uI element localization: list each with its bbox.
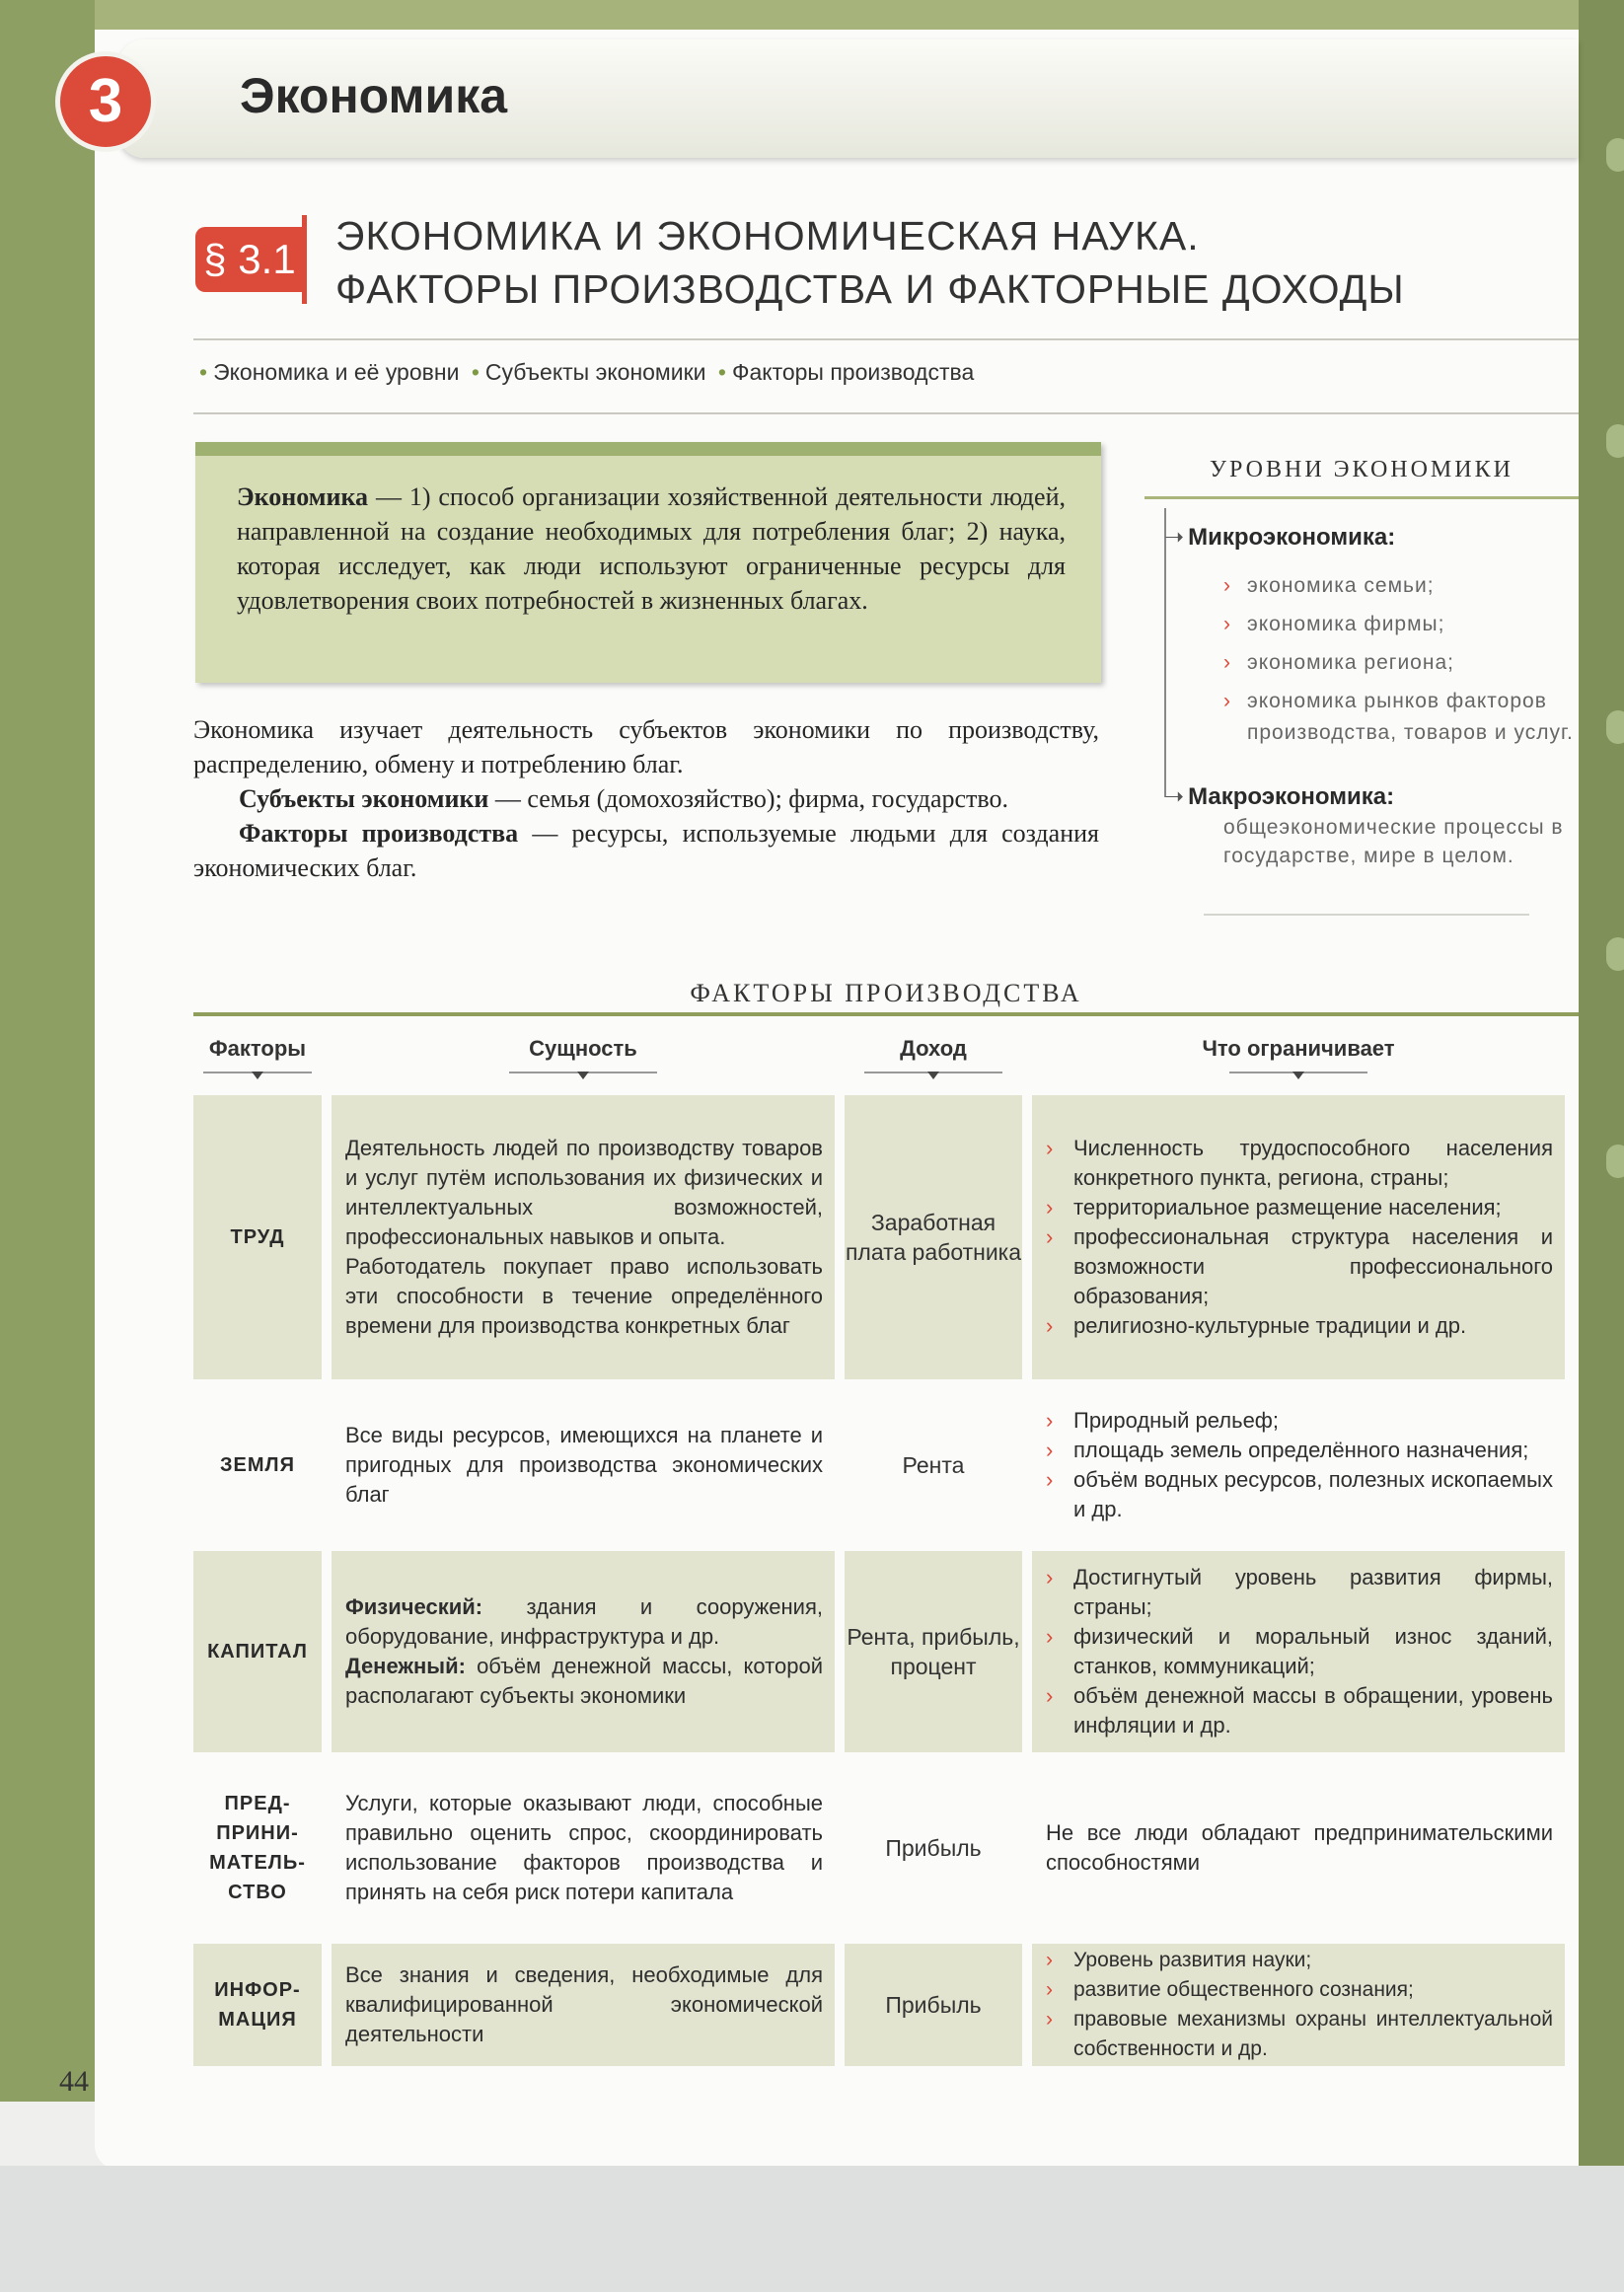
chapter-title: Экономика bbox=[240, 68, 508, 123]
scan-bottom-strip bbox=[0, 2166, 1624, 2292]
factor-labor: ТРУД bbox=[193, 1095, 322, 1379]
factor-name-line: МАТЕЛЬ- bbox=[209, 1852, 306, 1874]
body-span: — семья (домохозяйство); фирма, государство. bbox=[488, 784, 1008, 813]
limit-text: профессиональная структура населения и возможности профессионального образования; bbox=[1073, 1224, 1553, 1308]
limits-land bbox=[1032, 1385, 1565, 1545]
page-edge-tab bbox=[1606, 424, 1624, 458]
essence-text: Все знания и сведения, необходимые для квалифицированной экономической деятельности bbox=[345, 1962, 823, 2046]
limit-item bbox=[1046, 1622, 1553, 1681]
limit-item bbox=[1046, 2005, 1553, 2064]
factor-information bbox=[193, 1944, 322, 2066]
essence-text: Деятельность людей по производству товаров и услуг путём использования их физических и интеллектуальных возможностей, профессиональных навыков и опыта. bbox=[345, 1136, 823, 1249]
body-paragraph: Экономика изучает деятельность субъектов экономики по производству, распределению, обмену и потреблению благ. bbox=[193, 715, 1099, 778]
column-header-income: Доход bbox=[900, 1036, 967, 1061]
limit-text: Достигнутый уровень развития фирмы, страны; bbox=[1073, 1565, 1553, 1619]
limit-text: объём водных ресурсов, полезных ископаемых и др. bbox=[1073, 1467, 1553, 1521]
header-arrow-icon bbox=[203, 1072, 312, 1073]
section-title bbox=[335, 209, 1405, 316]
chevron-right-icon: › bbox=[1046, 1565, 1054, 1590]
page-edge-tab bbox=[1606, 710, 1624, 744]
chevron-right-icon: › bbox=[1223, 613, 1231, 635]
limit-text: развитие общественного сознания; bbox=[1073, 1978, 1414, 2001]
column-header-limits: Что ограничивает bbox=[1202, 1036, 1395, 1061]
limit-item bbox=[1046, 1406, 1553, 1436]
factor-name-line: МАЦИЯ bbox=[218, 2009, 297, 2031]
limit-item bbox=[1046, 1975, 1553, 2005]
list-item bbox=[1223, 647, 1579, 679]
chevron-right-icon: › bbox=[1046, 1195, 1054, 1220]
limits-entrepreneurship bbox=[1032, 1758, 1565, 1938]
section-title-line-1: ЭКОНОМИКА И ЭКОНОМИЧЕСКАЯ НАУКА. bbox=[335, 213, 1200, 259]
column-header-essence: Сущность bbox=[529, 1036, 637, 1061]
macro-label: Макроэкономика: bbox=[1188, 783, 1395, 810]
limit-item bbox=[1046, 1465, 1553, 1524]
definition-text bbox=[237, 480, 1066, 618]
divider bbox=[193, 338, 1579, 340]
factor-entrepreneurship bbox=[193, 1758, 322, 1938]
chevron-right-icon: › bbox=[1046, 1408, 1054, 1433]
essence-text bbox=[345, 1592, 823, 1652]
section-rule bbox=[302, 215, 307, 304]
essence-span: здания и сооружения, оборудование, инфраструктура и др. bbox=[345, 1594, 823, 1649]
left-color-band bbox=[0, 0, 95, 2102]
chevron-right-icon: › bbox=[1046, 1624, 1054, 1649]
essence-text: Работодатель покупает право использовать эти способности в течение определённого времени для производства конкретных благ bbox=[345, 1254, 823, 1338]
table-title: ФАКТОРЫ ПРОИЗВОДСТВА bbox=[690, 979, 1082, 1007]
header-arrow-icon bbox=[509, 1072, 657, 1073]
header-arrow-icon bbox=[1229, 1072, 1367, 1073]
levels-title-rule bbox=[1144, 496, 1579, 499]
limit-text: Уровень развития науки; bbox=[1073, 1949, 1312, 1971]
essence-capital bbox=[332, 1551, 835, 1752]
chevron-right-icon: › bbox=[1046, 1136, 1054, 1160]
page-number: 44 bbox=[59, 2065, 89, 2098]
essence-land bbox=[332, 1385, 835, 1545]
factor-land: ЗЕМЛЯ bbox=[220, 1454, 295, 1476]
macro-description: общеэкономические процессы в государстве, мире в целом. bbox=[1223, 816, 1564, 867]
limit-item bbox=[1046, 1311, 1553, 1341]
body-paragraph bbox=[193, 781, 1099, 816]
income-labor: Заработная плата работника bbox=[845, 1095, 1022, 1379]
section-number-badge: § 3.1 bbox=[195, 227, 304, 292]
topic-item: Экономика и её уровни bbox=[213, 359, 460, 385]
limit-item bbox=[1046, 1681, 1553, 1740]
micro-list bbox=[1223, 570, 1579, 749]
essence-text: Услуги, которые оказывают люди, способные правильно оценить спрос, скоординировать использование факторов производства и принять на себя риск потери капитала bbox=[345, 1791, 823, 1904]
list-item-text: экономика семьи; bbox=[1247, 574, 1435, 597]
essence-entrepreneurship bbox=[332, 1758, 835, 1938]
definition-body: — 1) способ организации хозяйственной деятельности людей, направленной на создание необходимых для потребления благ; 2) наука, которая исследует, как люди используют ограниченные ресурсы для удовлетворения своих потребностей в жизненных благах. bbox=[237, 482, 1066, 615]
essence-information bbox=[332, 1944, 835, 2066]
column-header-factors: Факторы bbox=[208, 1036, 307, 1061]
micro-label: Микроэкономика: bbox=[1188, 524, 1396, 551]
limit-text: Численность трудоспособного населения конкретного пункта, региона, страны; bbox=[1073, 1136, 1553, 1190]
bullet-icon: • bbox=[717, 359, 726, 385]
essence-text: Все виды ресурсов, имеющихся на планете и пригодных для производства экономических благ bbox=[345, 1423, 823, 1507]
chevron-right-icon: › bbox=[1046, 1438, 1054, 1462]
arrow-right-icon: ➝ bbox=[1164, 524, 1185, 551]
right-color-band bbox=[1579, 0, 1624, 2171]
limit-text: религиозно-культурные традиции и др. bbox=[1073, 1313, 1467, 1338]
table-title-rule bbox=[193, 1012, 1579, 1016]
arrow-right-icon: ➝ bbox=[1164, 783, 1185, 810]
limit-text: правовые механизмы охраны интеллектуальной собственности и др. bbox=[1073, 2008, 1553, 2060]
chevron-right-icon: › bbox=[1223, 690, 1231, 712]
chevron-right-icon: › bbox=[1046, 1949, 1053, 1971]
limit-item bbox=[1046, 1134, 1553, 1193]
bullet-icon: • bbox=[471, 359, 480, 385]
chevron-right-icon: › bbox=[1046, 1224, 1054, 1249]
limit-text: территориальное размещение населения; bbox=[1073, 1195, 1502, 1220]
factor-capital: КАПИТАЛ bbox=[193, 1551, 322, 1752]
list-item bbox=[1223, 609, 1579, 640]
limits-information bbox=[1032, 1944, 1565, 2066]
limit-text: физический и моральный износ зданий, станков, коммуникаций; bbox=[1073, 1624, 1553, 1678]
header-arrow-icon bbox=[864, 1072, 1002, 1073]
levels-title: УРОВНИ ЭКОНОМИКИ bbox=[1210, 457, 1513, 482]
chapter-number-badge: 3 bbox=[55, 51, 156, 152]
limit-text: Природный рельеф; bbox=[1073, 1408, 1280, 1433]
limit-item bbox=[1046, 1222, 1553, 1311]
micro-heading bbox=[1164, 523, 1395, 552]
topic-item: Факторы производства bbox=[731, 359, 975, 385]
limit-item bbox=[1046, 1563, 1553, 1622]
bold-term: Физический: bbox=[345, 1594, 483, 1619]
income-capital: Рента, прибыль, процент bbox=[845, 1551, 1022, 1752]
limit-text: Не все люди обладают предпринимательскими способностями bbox=[1046, 1820, 1553, 1875]
list-item bbox=[1223, 570, 1579, 602]
income-land: Рента bbox=[902, 1452, 965, 1478]
limit-item bbox=[1046, 1436, 1553, 1465]
limits-labor bbox=[1032, 1095, 1565, 1379]
essence-labor bbox=[332, 1095, 835, 1379]
limits-capital bbox=[1032, 1551, 1565, 1752]
chevron-right-icon: › bbox=[1223, 651, 1231, 674]
topics-list bbox=[193, 359, 974, 386]
levels-bottom-rule bbox=[1204, 914, 1529, 916]
factor-name-line: ПРИНИ- bbox=[216, 1822, 299, 1844]
factor-name-line: ИНФОР- bbox=[214, 1979, 301, 2001]
page-edge-tab bbox=[1606, 1145, 1624, 1178]
factor-name-line: СТВО bbox=[228, 1882, 287, 1903]
section-title-line-2: ФАКТОРЫ ПРОИЗВОДСТВА И ФАКТОРНЫЕ ДОХОДЫ bbox=[335, 266, 1405, 312]
list-item-text: экономика фирмы; bbox=[1247, 613, 1445, 635]
page-edge-tab bbox=[1606, 138, 1624, 172]
list-item-text: экономика рынков факторов производства, товаров и услуг. bbox=[1247, 690, 1574, 744]
income-entrepreneurship: Прибыль bbox=[885, 1835, 982, 1861]
body-paragraph bbox=[193, 816, 1099, 885]
definition-term: Экономика bbox=[237, 482, 369, 511]
bold-term: Денежный: bbox=[345, 1654, 466, 1678]
chevron-right-icon: › bbox=[1046, 1313, 1054, 1338]
chevron-right-icon: › bbox=[1046, 1467, 1054, 1492]
page-edge-tab bbox=[1606, 937, 1624, 971]
list-item-text: экономика региона; bbox=[1247, 651, 1454, 674]
chevron-right-icon: › bbox=[1046, 2008, 1053, 2031]
chevron-right-icon: › bbox=[1046, 1978, 1053, 2001]
body-span: — ресурсы, используемые людьми для создания экономических благ. bbox=[193, 819, 1099, 882]
bold-term: Субъекты экономики bbox=[239, 784, 489, 813]
top-color-band bbox=[95, 0, 1579, 30]
list-item bbox=[1223, 686, 1579, 749]
chevron-right-icon: › bbox=[1223, 574, 1231, 597]
essence-span: объём денежной массы, которой располагают субъекты экономики bbox=[345, 1654, 823, 1708]
essence-text bbox=[345, 1652, 823, 1711]
chevron-right-icon: › bbox=[1046, 1683, 1054, 1708]
bullet-icon: • bbox=[199, 359, 208, 385]
topic-item: Субъекты экономики bbox=[484, 359, 706, 385]
income-information: Прибыль bbox=[845, 1944, 1022, 2066]
body-text bbox=[193, 712, 1099, 885]
factor-name-line: ПРЕД- bbox=[224, 1793, 291, 1814]
limit-text: площадь земель определённого назначения; bbox=[1073, 1438, 1529, 1462]
macro-heading bbox=[1164, 782, 1394, 811]
bold-term: Факторы производства bbox=[239, 819, 519, 848]
limit-item bbox=[1046, 1193, 1553, 1222]
limit-text: объём денежной массы в обращении, уровень инфляции и др. bbox=[1073, 1683, 1553, 1737]
limit-item bbox=[1046, 1946, 1553, 1975]
divider bbox=[193, 412, 1579, 414]
